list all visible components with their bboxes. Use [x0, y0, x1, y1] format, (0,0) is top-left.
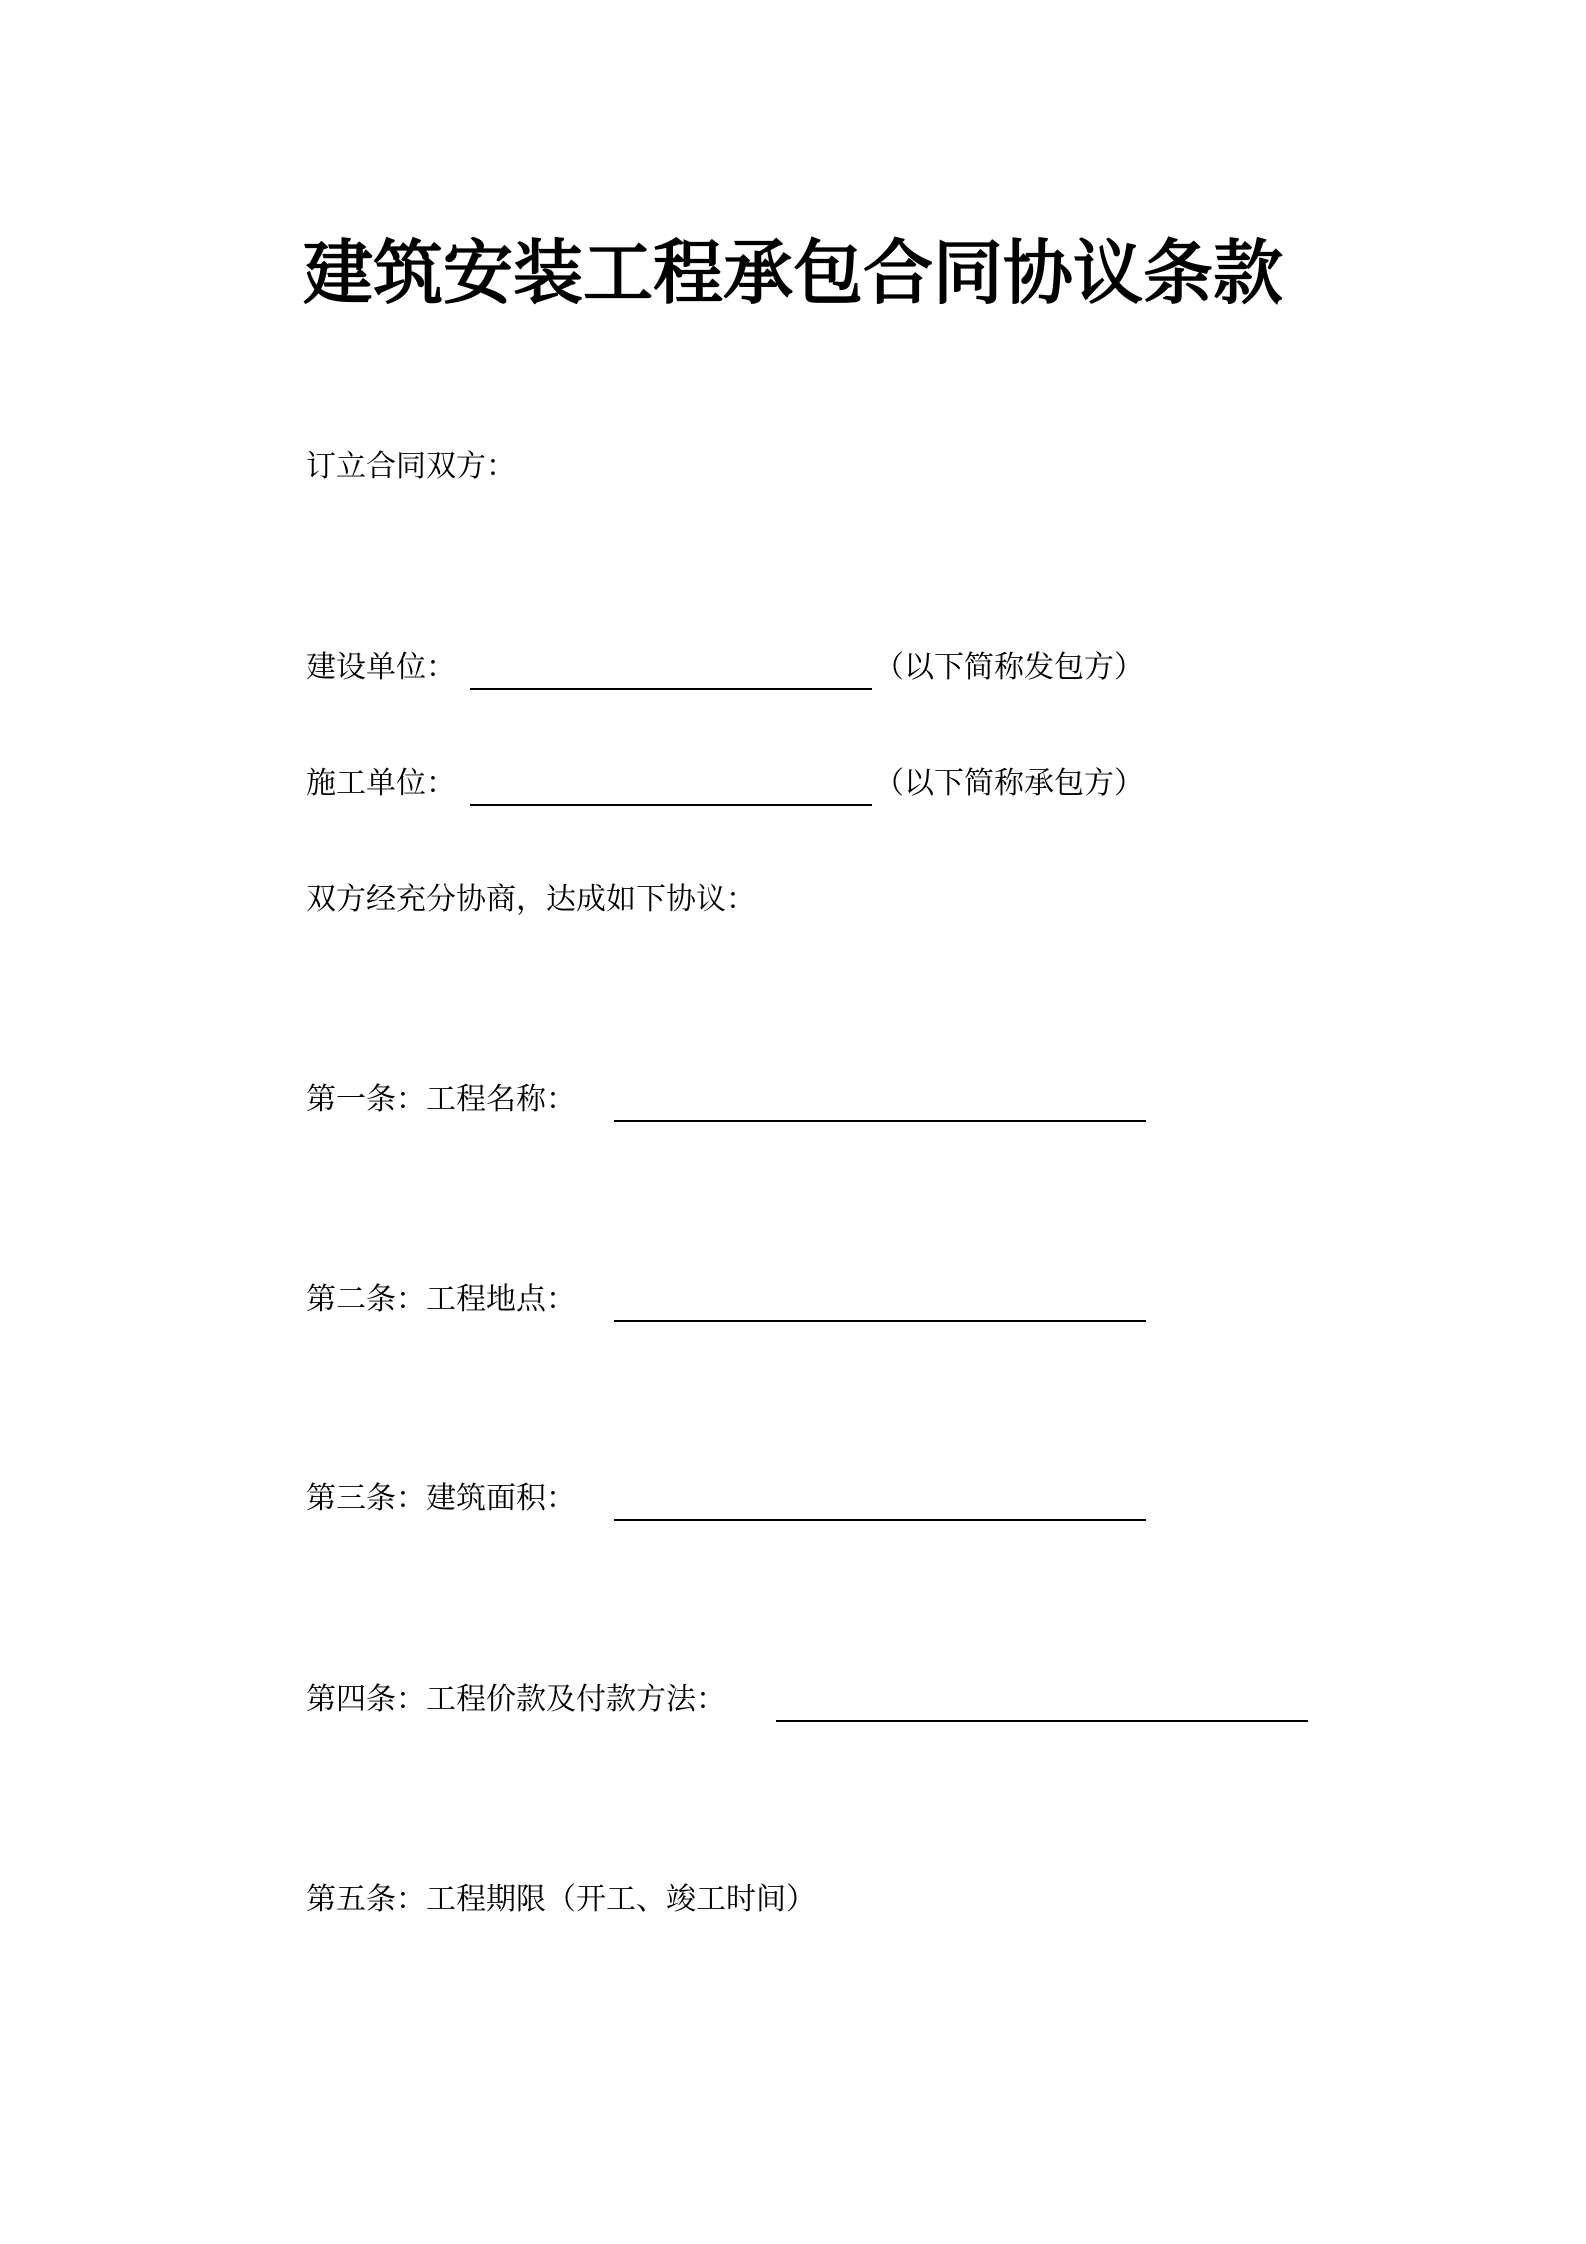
article-2-label: 第二条：工程地点：: [306, 1282, 576, 1317]
owner-label: 建设单位：: [306, 650, 456, 685]
contractor-suffix: （以下简称承包方）: [874, 766, 1144, 801]
article-4-label: 第四条：工程价款及付款方法：: [306, 1682, 726, 1717]
article-5-label: 第五条：工程期限（开工、竣工时间）: [306, 1882, 816, 1917]
owner-name-field[interactable]: [470, 688, 872, 690]
article-4-field[interactable]: [776, 1720, 1308, 1722]
parties-intro: 订立合同双方：: [306, 449, 516, 484]
article-3-field[interactable]: [614, 1519, 1146, 1521]
contractor-label: 施工单位：: [306, 766, 456, 801]
article-1-label: 第一条：工程名称：: [306, 1082, 576, 1117]
contractor-name-field[interactable]: [470, 804, 872, 806]
article-3-label: 第三条：建筑面积：: [306, 1481, 576, 1516]
article-2-field[interactable]: [614, 1320, 1146, 1322]
agreement-intro: 双方经充分协商，达成如下协议：: [306, 882, 756, 917]
article-1-field[interactable]: [614, 1120, 1146, 1122]
document-title: 建筑安装工程承包合同协议条款: [303, 232, 1283, 314]
owner-suffix: （以下简称发包方）: [874, 650, 1144, 685]
